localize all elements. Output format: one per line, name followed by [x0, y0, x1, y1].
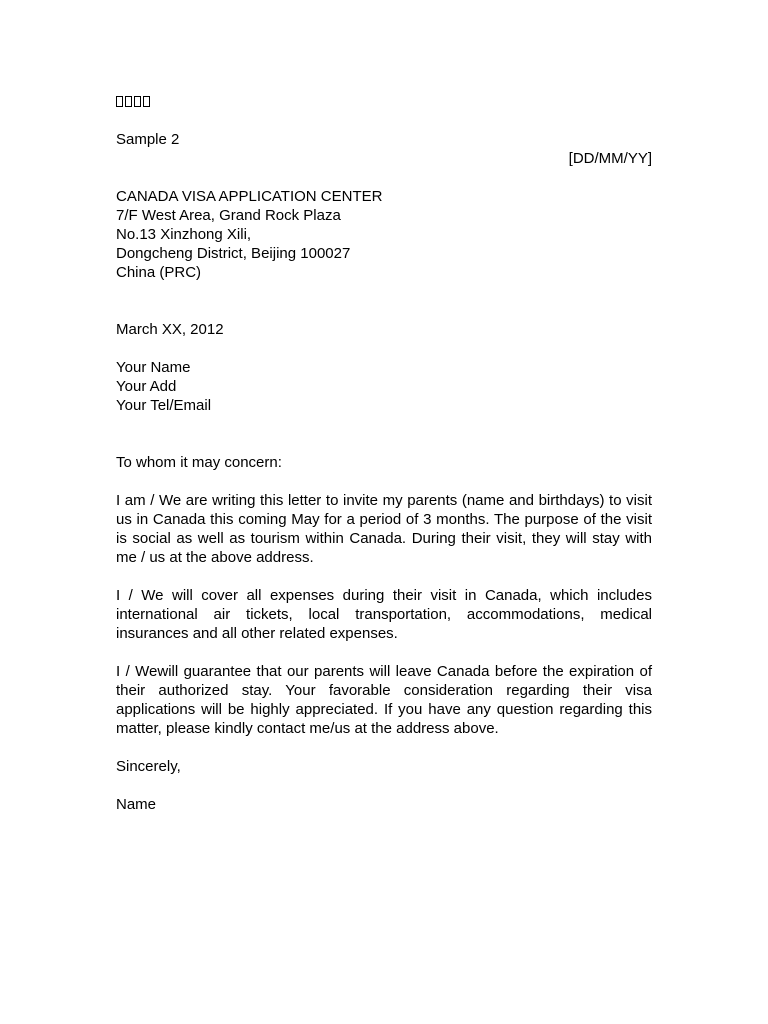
date-placeholder: [DD/MM/YY]: [568, 150, 652, 167]
body-paragraph: I am / We are writing this letter to invite my parents (name and birthdays) to visit us in Canada this coming May for a period of 3 months. The purpose of the visit is social as well as tourism within Canada. During their visit, they will stay with me / us at the above address.: [116, 492, 652, 566]
signature-name: Name: [116, 796, 157, 813]
recipient-line: 7/F West Area, Grand Rock Plaza: [116, 207, 341, 224]
closing: Sincerely,: [116, 758, 181, 775]
missing-glyph-icon: [125, 96, 132, 107]
salutation: To whom it may concern:: [116, 454, 282, 471]
body-paragraph: I / We will cover all expenses during their visit in Canada, which includes international air tickets, local transportation, accommodations, medical insurances and all other related expenses.: [116, 587, 652, 642]
letter-document: [116, 92, 652, 814]
recipient-address: [116, 187, 652, 282]
sender-info: [116, 358, 652, 415]
recipient-line: Dongcheng District, Beijing 100027: [116, 245, 351, 262]
missing-glyph-icon: [134, 96, 141, 107]
sender-line: Your Name: [116, 359, 191, 376]
letter-date: March XX, 2012: [116, 321, 224, 338]
recipient-line: China (PRC): [116, 264, 202, 281]
body-paragraph: I / Wewill guarantee that our parents will leave Canada before the expiration of their authorized stay. Your favorable consideration regarding their visa applications will be highly appreciated. If you have any question regarding this matter, please kindly contact me/us at the address above.: [116, 663, 652, 737]
sample-label: Sample 2: [116, 131, 180, 148]
missing-glyph-icon: [143, 96, 150, 107]
sender-line: Your Tel/Email: [116, 397, 212, 414]
recipient-line: CANADA VISA APPLICATION CENTER: [116, 188, 383, 205]
header-glyph-placeholder: [116, 92, 652, 111]
recipient-line: No.13 Xinzhong Xili,: [116, 226, 252, 243]
sender-line: Your Add: [116, 378, 177, 395]
missing-glyph-icon: [116, 96, 123, 107]
